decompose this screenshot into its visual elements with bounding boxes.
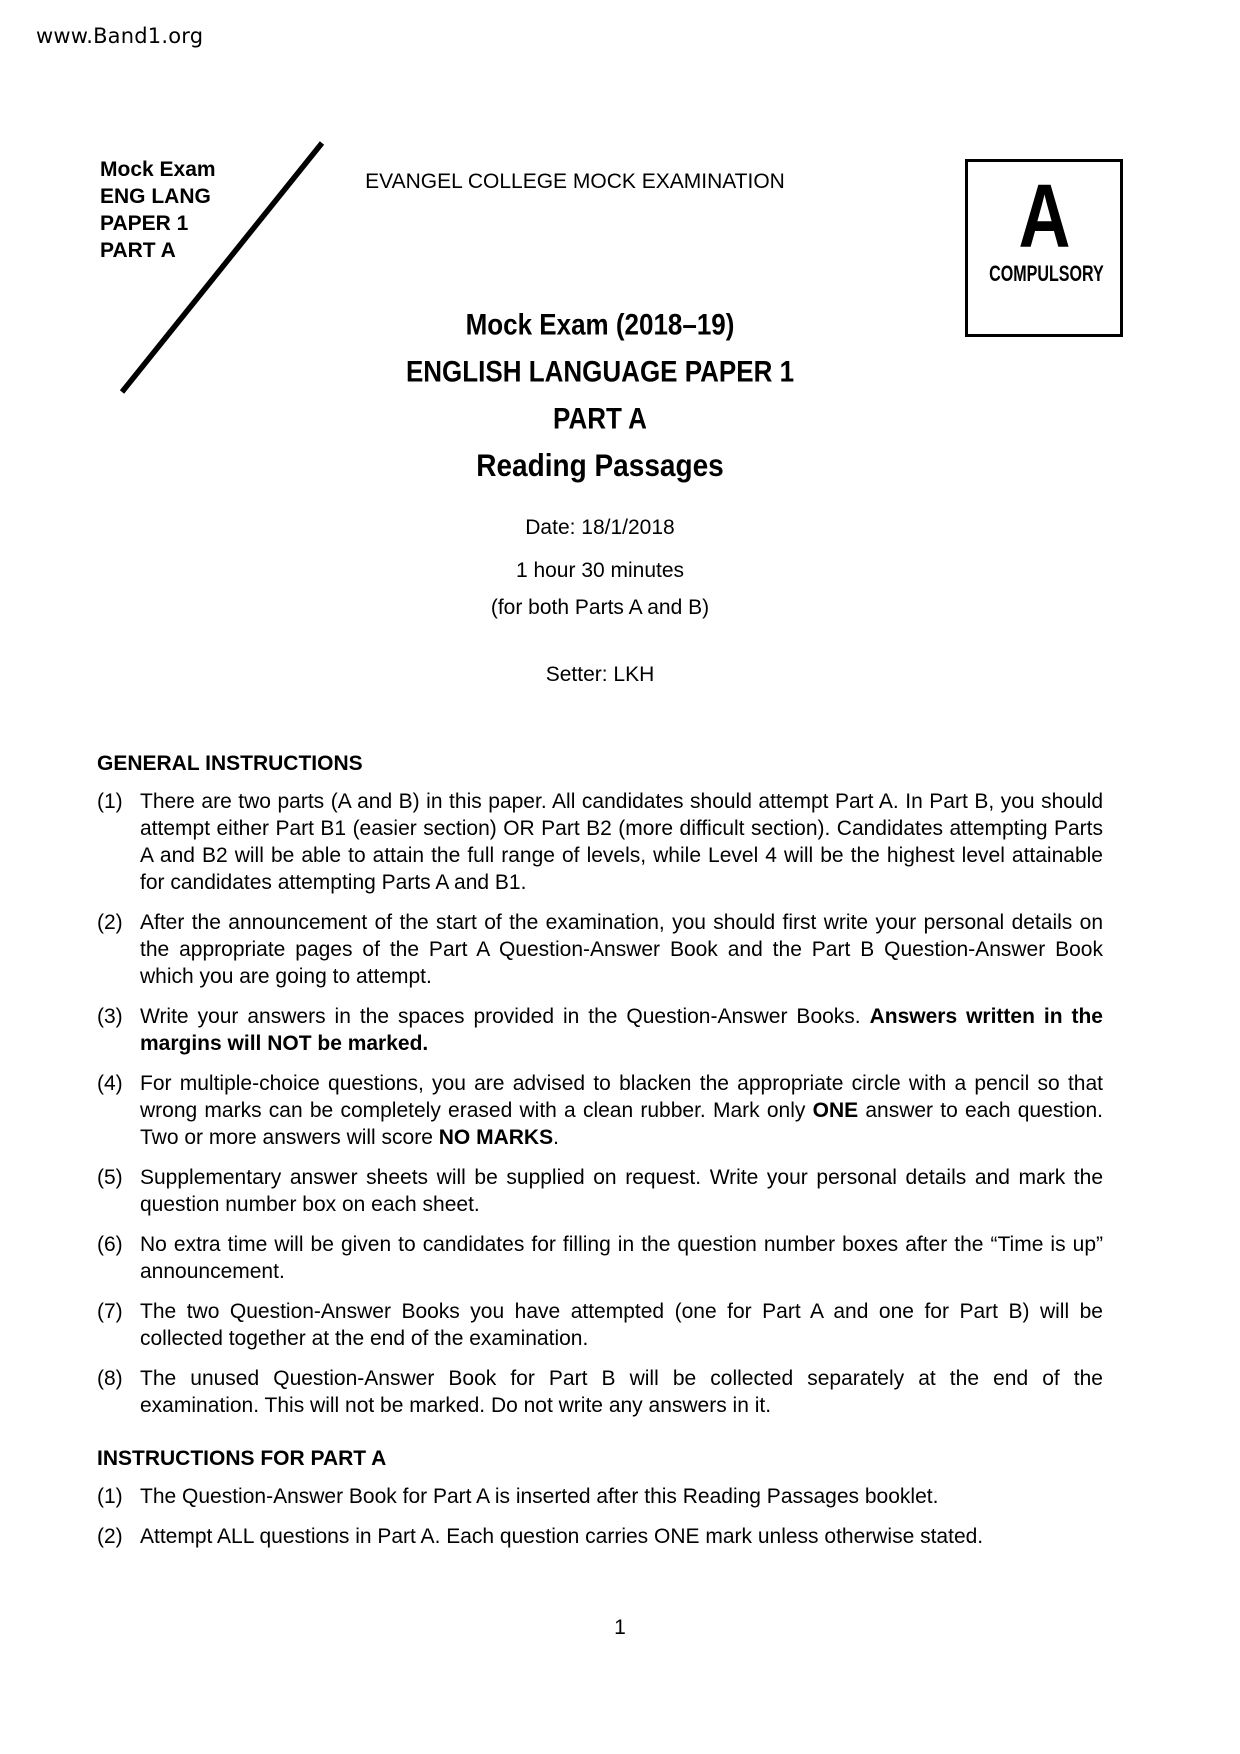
item-text: The two Question-Answer Books you have attempted (one for Part A and one for Part B) will be collected together at the end of the examination. [140, 1300, 1103, 1350]
item-number: (8) [97, 1367, 123, 1390]
general-instruction-item [97, 1070, 1103, 1151]
part-a-instructions-list [97, 1483, 1103, 1550]
item-number: (7) [97, 1300, 123, 1323]
item-text: After the announcement of the start of the examination, you should first write your personal details on the appropriate pages of the Part A Question-Answer Book and the Part B Question-Answer Book which you are going to attempt. [140, 911, 1103, 988]
corner-label-line: PART A [100, 239, 176, 262]
instructions-section [97, 750, 1103, 1563]
exam-setter: Setter: LKH [545, 663, 655, 686]
item-text: Attempt ALL questions in Part A. Each question carries ONE mark unless otherwise stated. [140, 1525, 984, 1548]
general-instructions-heading: GENERAL INSTRUCTIONS [97, 752, 363, 775]
item-text: Write your answers in the spaces provided in the Question-Answer Books. Answers written in the margins will NOT be marked. [140, 1005, 1103, 1055]
part-a-instruction-item [97, 1483, 1103, 1510]
corner-label-line: ENG LANG [100, 185, 211, 208]
item-text: The unused Question-Answer Book for Part B will be collected separately at the end of the examination. This will not be marked. Do not write any answers in it. [140, 1367, 1103, 1417]
general-instruction-item [97, 1231, 1103, 1285]
paper-title-block [0, 301, 1200, 489]
exam-duration-note: (for both Parts A and B) [490, 596, 710, 619]
compulsory-label: COMPULSORY [989, 261, 1104, 286]
item-number: (4) [97, 1072, 123, 1095]
item-number: (2) [97, 1525, 123, 1548]
corner-label-line: PAPER 1 [100, 212, 189, 235]
part-a-instructions-heading: INSTRUCTIONS FOR PART A [97, 1447, 387, 1470]
part-a-instruction-item [97, 1523, 1103, 1550]
general-instruction-item [97, 788, 1103, 896]
title-line-paper: ENGLISH LANGUAGE PAPER 1 [405, 353, 795, 389]
item-number: (5) [97, 1166, 123, 1189]
item-number: (6) [97, 1233, 123, 1256]
general-instructions-list [97, 788, 1103, 1419]
general-instruction-item [97, 1298, 1103, 1352]
title-line-part: PART A [553, 400, 647, 436]
school-exam-heading: EVANGEL COLLEGE MOCK EXAMINATION [365, 170, 785, 193]
site-watermark: www.Band1.org [36, 24, 204, 48]
general-instruction-item [97, 1003, 1103, 1057]
item-text: Supplementary answer sheets will be supplied on request. Write your personal details and mark the question number box on each sheet. [140, 1166, 1103, 1216]
corner-label-line: Mock Exam [100, 158, 216, 181]
general-instruction-item [97, 909, 1103, 990]
page-number: 1 [614, 1616, 626, 1639]
item-number: (2) [97, 911, 123, 934]
title-line-exam: Mock Exam (2018–19) [465, 306, 735, 342]
item-number: (1) [97, 1485, 123, 1508]
item-number: (3) [97, 1005, 123, 1028]
item-text: There are two parts (A and B) in this paper. All candidates should attempt Part A. In Part B, you should attempt either Part B1 (easier section) OR Part B2 (more difficult section). Candidates attempting Parts A and B2 will be able to attain the full range of levels, while Level 4 will be the highest level attainable for candidates attempting Parts A and B1. [140, 790, 1103, 894]
item-text: The Question-Answer Book for Part A is inserted after this Reading Passages booklet. [140, 1485, 939, 1508]
general-instruction-item [97, 1164, 1103, 1218]
title-subtitle: Reading Passages [476, 448, 724, 483]
exam-duration: 1 hour 30 minutes [515, 559, 685, 582]
item-number: (1) [97, 790, 123, 813]
item-text: For multiple-choice questions, you are advised to blacken the appropriate circle with a pencil so that wrong marks can be completely erased with a clean rubber. Mark only ONE answer to each question. Two or more answers will score NO MARKS. [140, 1072, 1103, 1149]
item-text: No extra time will be given to candidates for filling in the question number boxes after the “Time is up” announcement. [140, 1233, 1103, 1283]
paper-letter: A [1018, 167, 1070, 267]
exam-date: Date: 18/1/2018 [525, 516, 675, 539]
general-instruction-item [97, 1365, 1103, 1419]
